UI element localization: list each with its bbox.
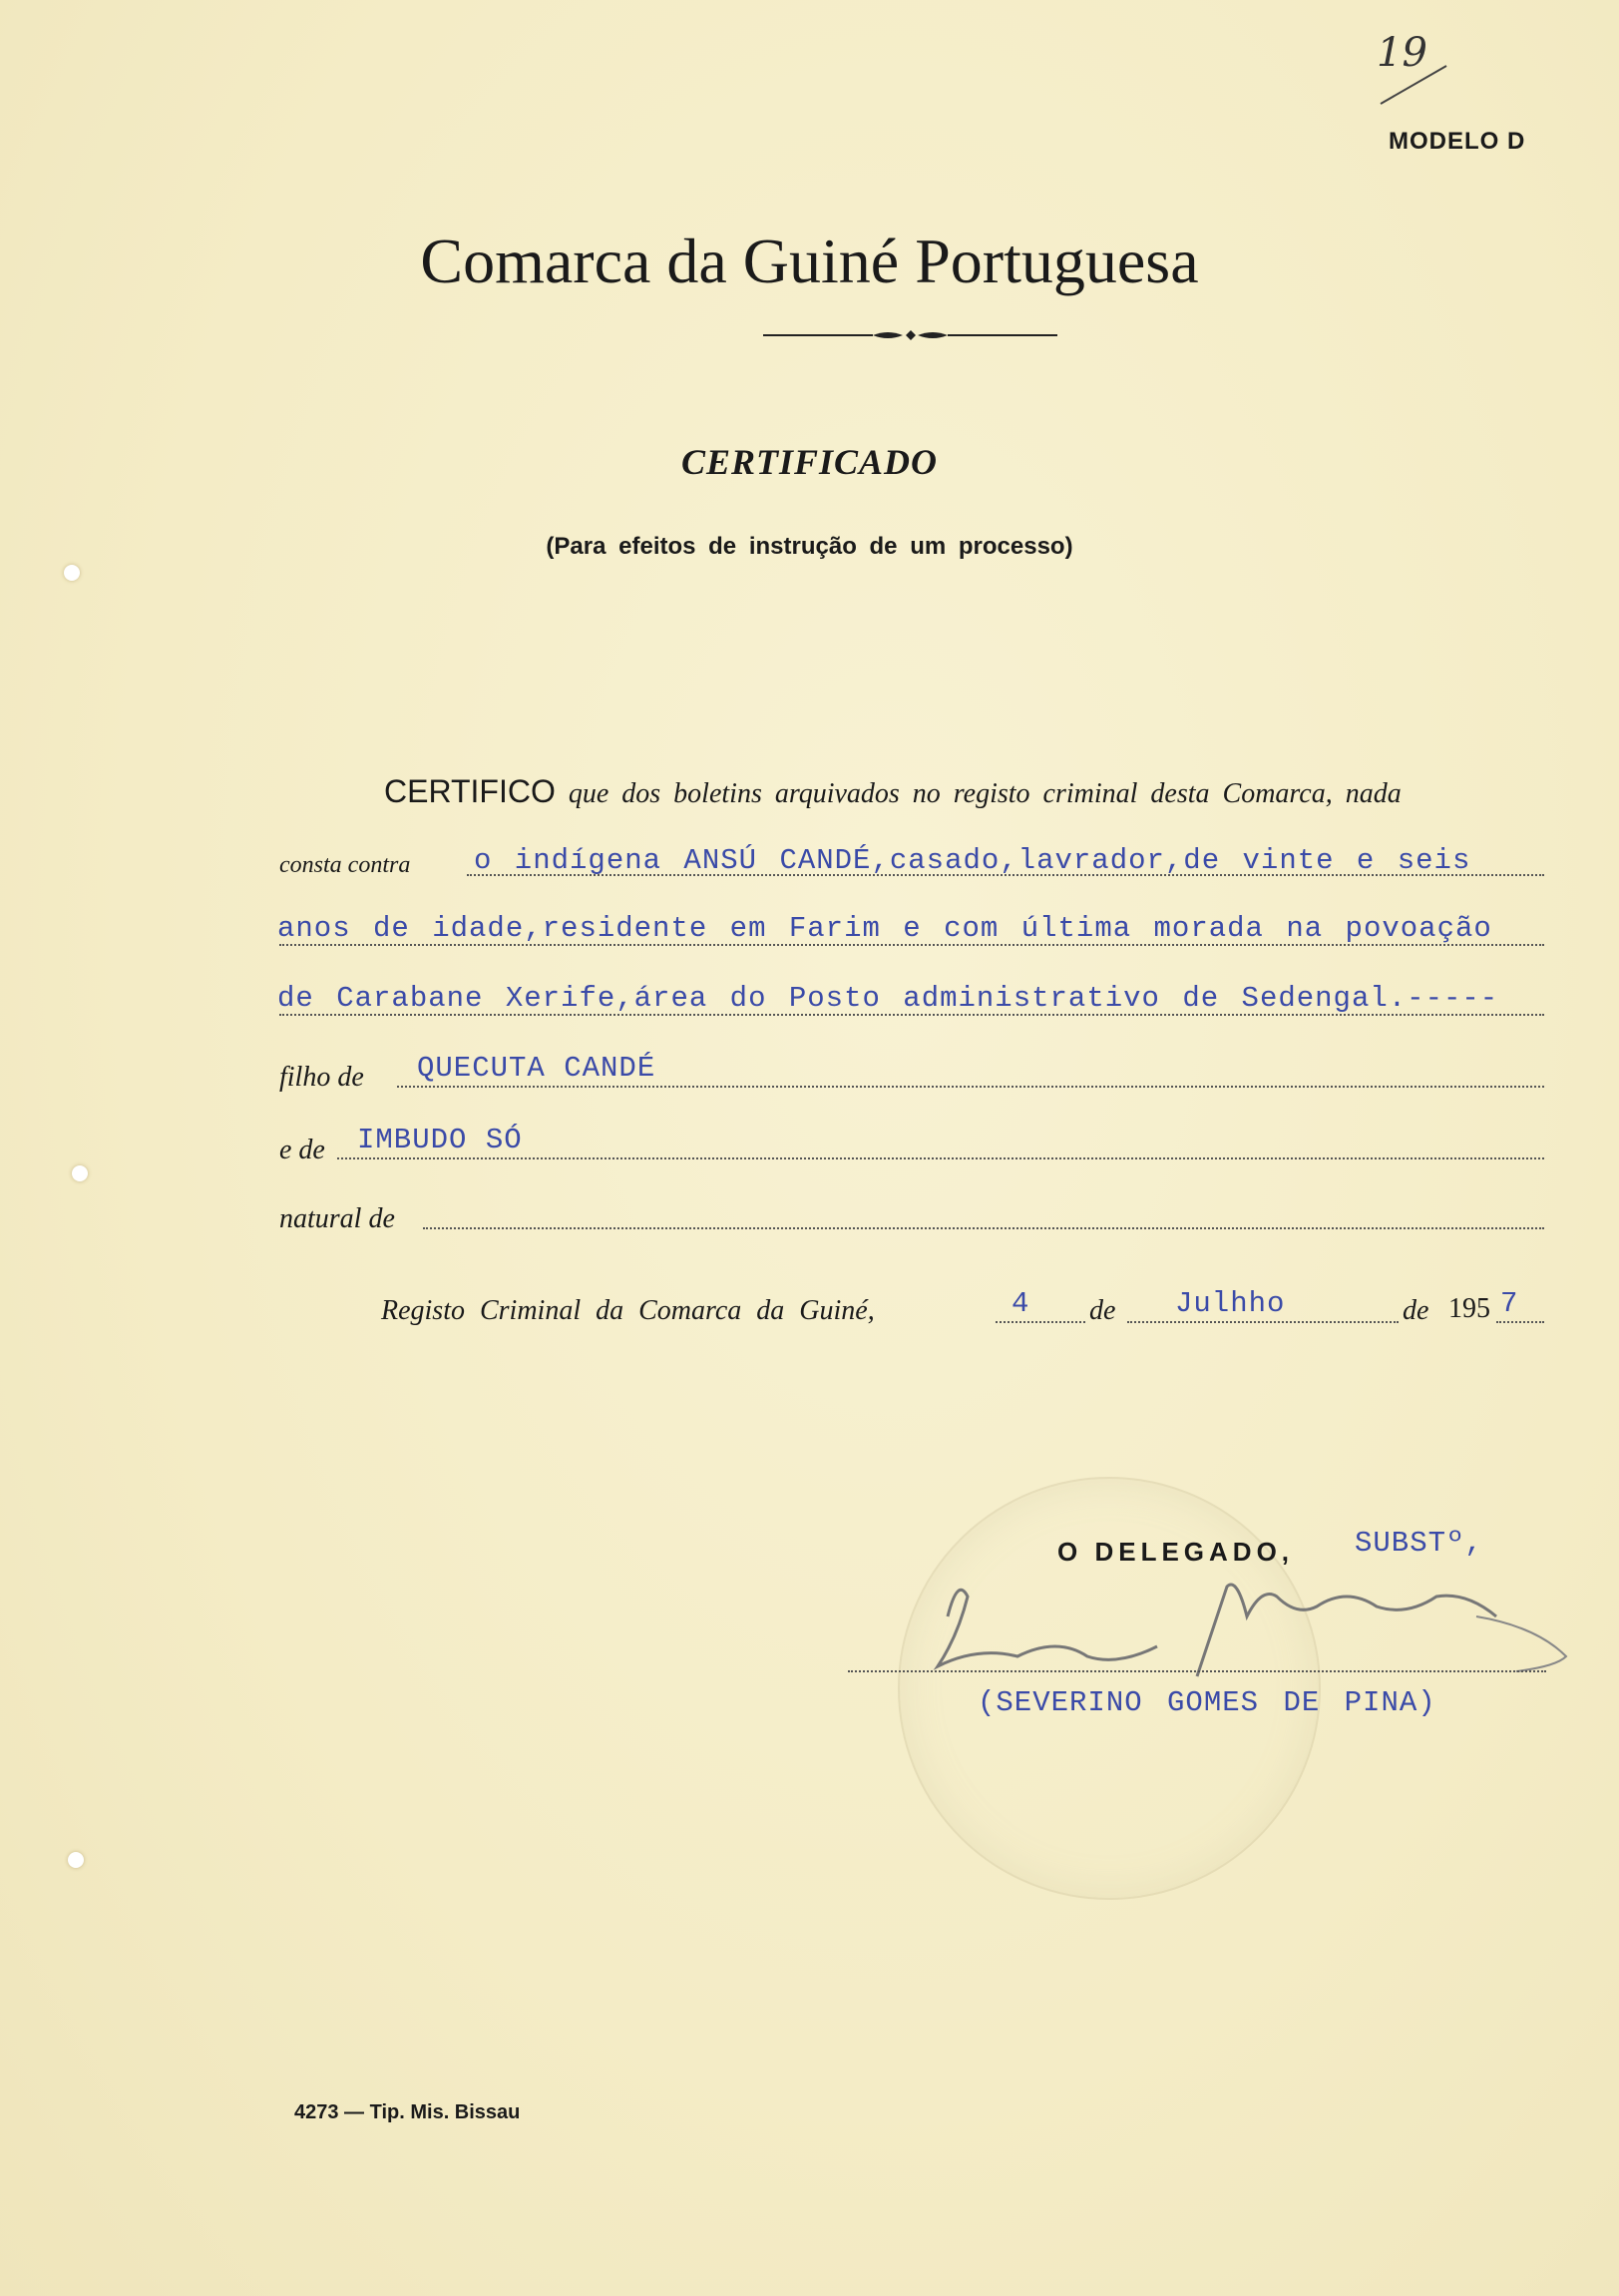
registo-label: Registo Criminal da Comarca da Guiné, bbox=[381, 1295, 875, 1326]
punch-hole-2 bbox=[72, 1165, 88, 1181]
natural-dotted-line bbox=[423, 1227, 1544, 1229]
printer-footer: 4273 — Tip. Mis. Bissau bbox=[294, 2101, 521, 2123]
date-month: Julhho bbox=[1175, 1287, 1286, 1320]
father-name: QUECUTA CANDÉ bbox=[417, 1052, 656, 1085]
date-de-2: de bbox=[1403, 1295, 1429, 1326]
certificate-heading: CERTIFICADO bbox=[680, 442, 939, 482]
filho-label: filho de bbox=[279, 1062, 364, 1093]
punch-hole-3 bbox=[68, 1852, 84, 1868]
date-de-1: de bbox=[1089, 1295, 1116, 1326]
certifico-line bbox=[384, 773, 1402, 810]
ornament-divider-icon bbox=[763, 325, 1057, 345]
handwritten-signature bbox=[918, 1557, 1576, 1706]
delegado-label: O DELEGADO, bbox=[1057, 1537, 1295, 1567]
date-year-suffix: 7 bbox=[1500, 1287, 1519, 1320]
delegado-substituto: SUBSTº, bbox=[1355, 1527, 1483, 1560]
consta-value-line-2: anos de idade,residente em Farim e com última morada na povoação bbox=[277, 912, 1492, 945]
filho-dotted-line bbox=[397, 1086, 1544, 1088]
signature-dotted-line bbox=[848, 1670, 1546, 1672]
mae-label: e de bbox=[279, 1135, 325, 1165]
modelo-label: MODELO D bbox=[1389, 128, 1526, 155]
page-number-stroke-icon bbox=[1377, 62, 1456, 112]
date-day-dotted-line bbox=[996, 1321, 1085, 1323]
natural-label: natural de bbox=[279, 1203, 395, 1234]
date-year-prefix: 195 bbox=[1448, 1293, 1490, 1324]
mae-dotted-line bbox=[337, 1157, 1544, 1159]
consta-value-line-1: o indígena ANSÚ CANDÉ,casado,lavrador,de vinte e seis bbox=[474, 844, 1471, 877]
purpose-note: (Para efeitos de instrução de um processo) bbox=[546, 533, 1073, 560]
mother-name: IMBUDO SÓ bbox=[357, 1124, 523, 1156]
certifico-word: CERTIFICO bbox=[384, 773, 556, 809]
consta-value-line-3: de Carabane Xerife,área do Posto administrativo de Sedengal.----- bbox=[277, 982, 1499, 1015]
document-title: Comarca da Guiné Portuguesa bbox=[420, 226, 1199, 296]
date-year-dotted-line bbox=[1496, 1321, 1544, 1323]
page-number: 19 bbox=[1377, 30, 1427, 76]
date-month-dotted-line bbox=[1127, 1321, 1399, 1323]
certifico-text: que dos boletins arquivados no registo criminal desta Comarca, nada bbox=[568, 778, 1402, 809]
punch-hole-1 bbox=[64, 565, 80, 581]
signatory-name: (SEVERINO GOMES DE PINA) bbox=[978, 1686, 1436, 1719]
consta-label: consta contra bbox=[279, 852, 411, 878]
date-day: 4 bbox=[1012, 1287, 1030, 1320]
